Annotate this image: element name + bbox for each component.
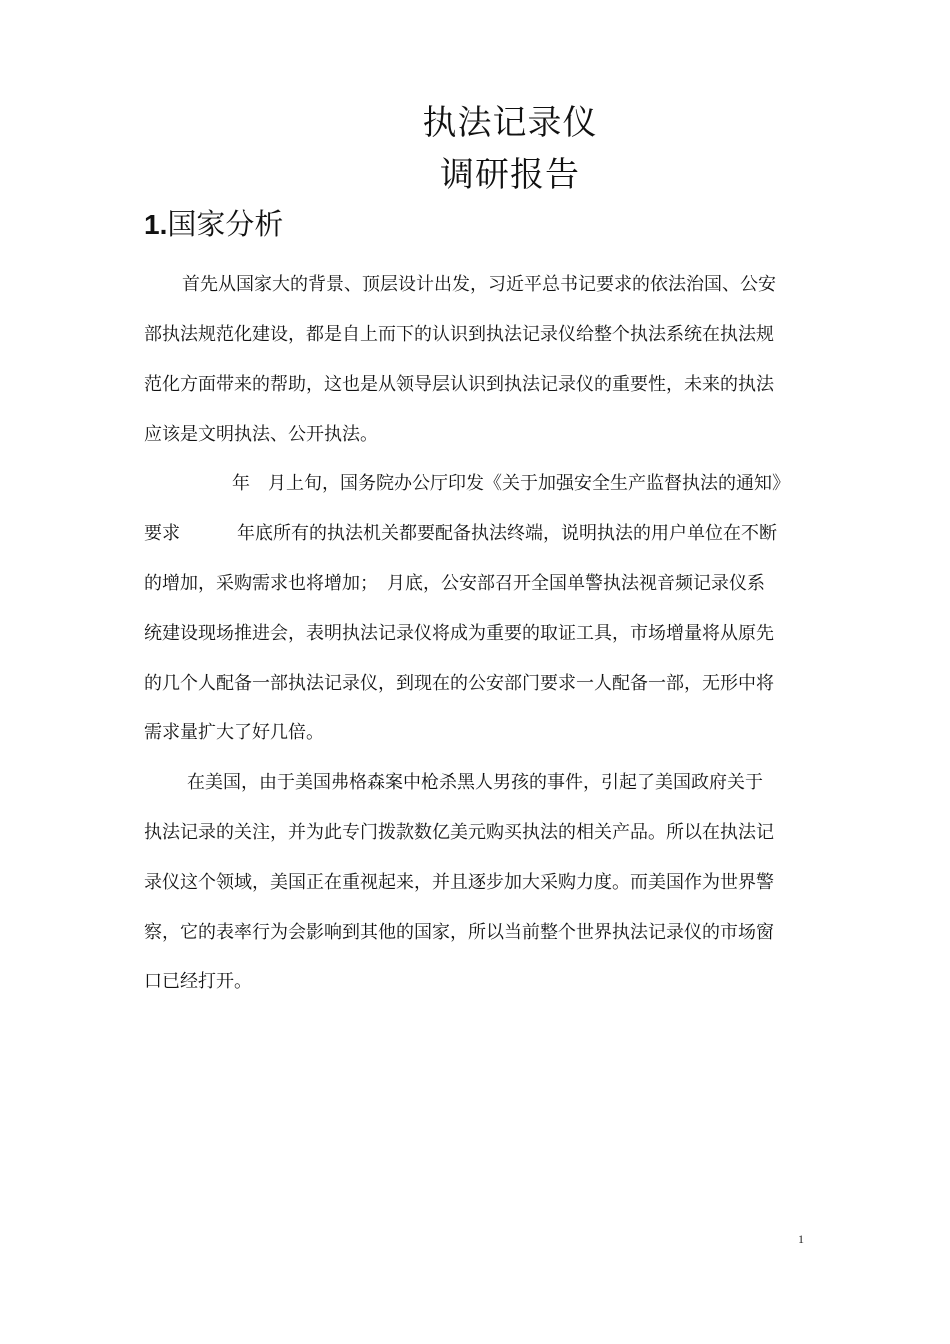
section-number: 1. [144,209,168,240]
paragraph-3-line: 在美国，由于美国弗格森案中枪杀黑人男孩的事件，引起了美国政府关于 [187,772,763,793]
paragraph-3-line: 口已经打开。 [144,971,252,992]
paragraph-2-line: 的几个人配备一部执法记录仪，到现在的公安部门要求一人配备一部，无形中将 [144,673,774,694]
document-title-line-1: 执法记录仪 [422,103,598,143]
document-title-line-2: 调研报告 [440,155,580,195]
paragraph-2-line: 的增加，采购需求也将增加； 月底，公安部召开全国单警执法视音频记录仪系 [144,573,765,594]
section-title: 国家分析 [167,207,284,241]
paragraph-1-line: 首先从国家大的背景、顶层设计出发，习近平总书记要求的依法治国、公安 [182,274,776,295]
paragraph-3-line: 察，它的表率行为会影响到其他的国家，所以当前整个世界执法记录仪的市场窗 [144,922,774,943]
paragraph-1-line: 部执法规范化建设，都是自上而下的认识到执法记录仪给整个执法系统在执法规 [144,324,774,345]
paragraph-2-line: 需求量扩大了好几倍。 [144,722,324,743]
paragraph-3-line: 执法记录的关注，并为此专门拨款数亿美元购买执法的相关产品。所以在执法记 [144,822,774,843]
paragraph-3-line: 录仪这个领域，美国正在重视起来，并且逐步加大采购力度。而美国作为世界警 [144,872,774,893]
paragraph-1-line: 应该是文明执法、公开执法。 [144,424,378,445]
paragraph-2-line: 要求 [144,523,180,544]
section-heading [144,204,283,245]
paragraph-2-line: 年 月上旬，国务院办公厅印发《关于加强安全生产监督执法的通知》 [232,473,790,494]
page-number: 1 [798,1232,804,1246]
paragraph-2-line: 统建设现场推进会，表明执法记录仪将成为重要的取证工具，市场增量将从原先 [144,623,774,644]
paragraph-2-line: 年底所有的执法机关都要配备执法终端，说明执法的用户单位在不断 [237,523,777,544]
paragraph-1-line: 范化方面带来的帮助，这也是从领导层认识到执法记录仪的重要性，未来的执法 [144,374,774,395]
